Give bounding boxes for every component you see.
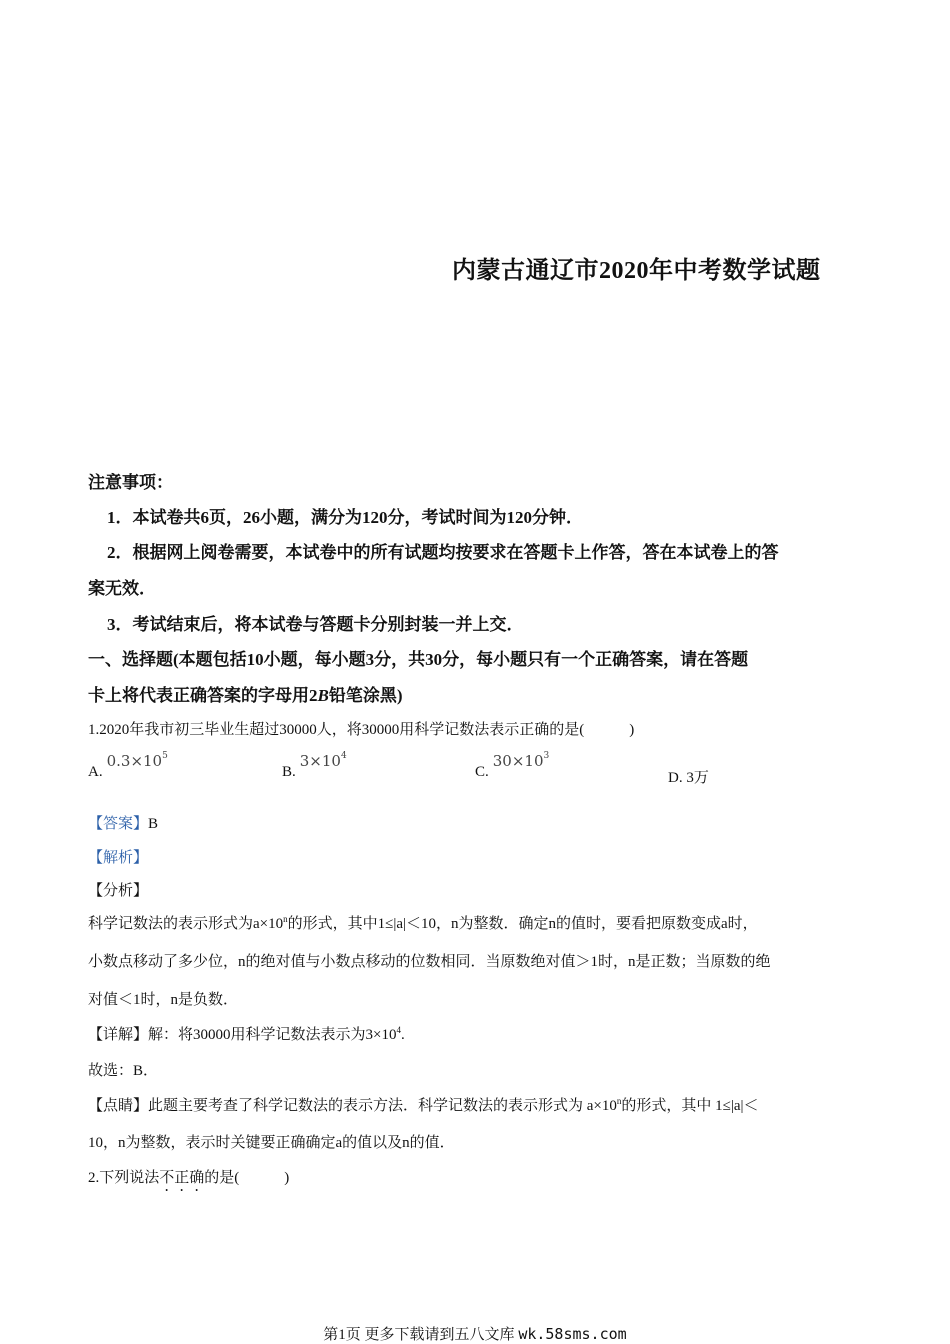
analysis-tag: 【解析】 [88, 850, 149, 866]
option-label: A. [88, 764, 103, 780]
analysis-paragraph-cont: 小数点移动了多少位，n的绝对值与小数点移动的位数相同．当原数绝对值＞1时，n是正数；当原数的绝 [88, 954, 771, 970]
page-title: 内蒙古通辽市2020年中考数学试题 [452, 258, 821, 284]
option-text: 3万 [686, 770, 709, 786]
option-formula: $30\times 10^3$ [492, 751, 550, 770]
answer-tag: 【答案】 [88, 816, 149, 832]
option-label: D. [668, 770, 683, 786]
notice-item-2: 2．根据网上阅卷需要，本试卷中的所有试题均按要求在答题卡上作答，答在本试卷上的答 [107, 543, 779, 562]
option-c [475, 751, 550, 781]
footer-site-link[interactable]: wk.58sms.com [518, 1325, 627, 1343]
choose-line: 故选：B． [88, 1063, 159, 1079]
option-d [668, 766, 709, 787]
analysis-paragraph-end: 对值＜1时，n是负数． [88, 992, 239, 1008]
option-a [88, 751, 168, 781]
option-formula: $0.3\times 10^5$ [106, 751, 168, 770]
option-b [282, 751, 347, 781]
footer-text: 第1页 更多下载请到五八文库 [323, 1327, 515, 1343]
section-text-end: 铅笔涂黑) [328, 686, 403, 705]
section-2b-letter: B [317, 686, 329, 705]
option-label: B. [282, 764, 296, 780]
emphasis-text: 不正确 [159, 1170, 205, 1186]
section-text: 卡上将代表正确答案的字母用 [88, 686, 309, 705]
section-2b-digit: 2 [309, 686, 318, 705]
detail-line: 【详解】解：将30000用科学记数法表示为$3\times 10^4$. [88, 1025, 405, 1043]
answer-value: B [148, 816, 159, 832]
option-label: C. [475, 764, 489, 780]
option-formula: $3\times 10^4$ [299, 751, 347, 770]
question-2-stem: 2.下列说法不正确的是( ) [88, 1170, 290, 1186]
dianjing-line: 【点睛】此题主要考查了科学记数法的表示方法．科学记数法的表示形式为 $a\times 10^n$的形式，其中 1≤|a|＜ [88, 1096, 759, 1114]
notice-item-1: 1．本试卷共6页，26小题，满分为120分，考试时间为120分钟． [107, 508, 583, 527]
notice-item-2-cont: 案无效． [88, 579, 156, 598]
fenxi-tag: 【分析】 [88, 883, 149, 899]
analysis-paragraph: 科学记数法的表示形式为$a\times 10^n$的形式，其中1≤|a|＜10，n为整数．确定n的值时，要看把原数变成a时， [88, 914, 758, 932]
dianjing-line-cont: 10，n为整数，表示时关键要正确确定a的值以及n的值． [88, 1135, 455, 1151]
notice-item-3: 3．考试结束后，将本试卷与答题卡分别封装一并上交． [107, 615, 524, 634]
notice-heading: 注意事项： [88, 473, 173, 492]
answer-line [88, 812, 158, 833]
question-1-stem: 1.2020年我市初三毕业生超过30000人，将30000用科学记数法表示正确的是( ) [88, 722, 635, 738]
section-heading: 一、选择题(本题包括10小题，每小题3分，共30分，每小题只有一个正确答案，请在答题 [88, 650, 749, 669]
page-footer [0, 1323, 950, 1344]
section-heading-cont [88, 681, 403, 706]
